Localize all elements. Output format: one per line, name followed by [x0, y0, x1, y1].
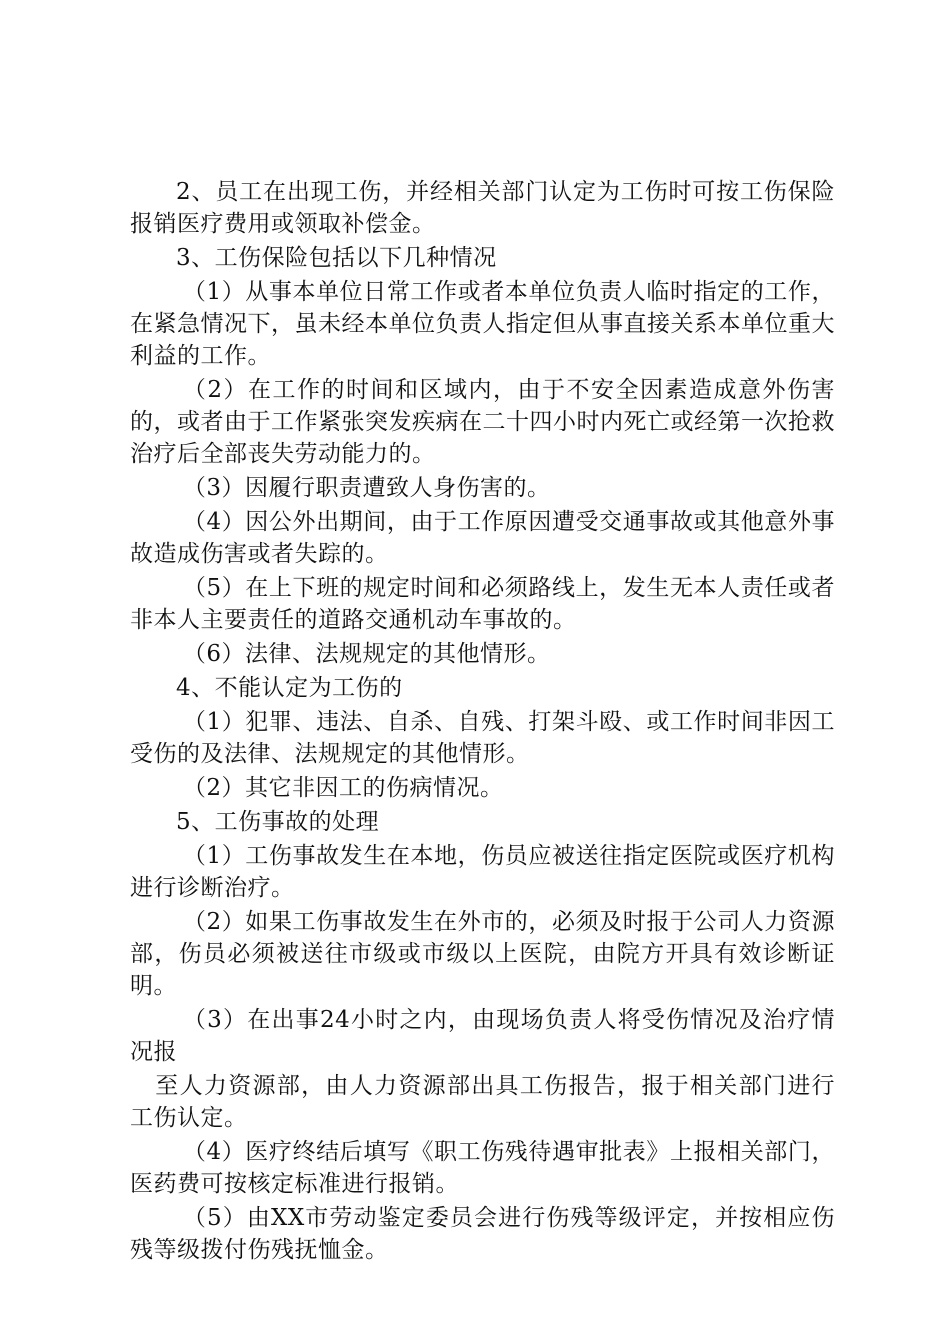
- document-body: [130, 176, 835, 1268]
- paragraph: （5）在上下班的规定时间和必须路线上，发生无本人责任或者非本人主要责任的道路交通机动车事故的。: [130, 575, 835, 633]
- paragraph: （4）医疗终结后填写《职工伤残待遇审批表》上报相关部门，医药费可按核定标准进行报销。: [130, 1139, 835, 1197]
- paragraph: （2）在工作的时间和区域内，由于不安全因素造成意外伤害的，或者由于工作紧张突发疾病在二十四小时内死亡或经第一次抢救治疗后全部丧失劳动能力的。: [130, 377, 835, 467]
- paragraph: （4）因公外出期间，由于工作原因遭受交通事故或其他意外事故造成伤害或者失踪的。: [130, 509, 835, 567]
- paragraph: （2）其它非因工的伤病情况。: [182, 775, 504, 801]
- section-heading: 4、不能认定为工伤的: [176, 675, 403, 701]
- paragraph: （2）如果工伤事故发生在外市的，必须及时报于公司人力资源部，伤员必须被送往市级或市级以上医院，由院方开具有效诊断证明。: [130, 909, 835, 999]
- paragraph: （5）由XX市劳动鉴定委员会进行伤残等级评定，并按相应伤残等级拨付伤残抚恤金。: [130, 1205, 835, 1263]
- paragraph: （3）因履行职责遭致人身伤害的。: [182, 475, 551, 501]
- paragraph: （1）工伤事故发生在本地，伤员应被送往指定医院或医疗机构进行诊断治疗。: [130, 843, 835, 901]
- paragraph: （1）犯罪、违法、自杀、自残、打架斗殴、或工作时间非因工受伤的及法律、法规规定的其他情形。: [130, 709, 835, 767]
- paragraph: （3）在出事24小时之内，由现场负责人将受伤情况及治疗情况报: [130, 1007, 835, 1065]
- section-heading: 3、工伤保险包括以下几种情况: [176, 245, 497, 271]
- paragraph: （6）法律、法规规定的其他情形。: [182, 641, 551, 667]
- paragraph: 2、员工在出现工伤，并经相关部门认定为工伤时可按工伤保险报销医疗费用或领取补偿金。: [130, 179, 835, 237]
- paragraph: 至人力资源部，由人力资源部出具工伤报告，报于相关部门进行工伤认定。: [130, 1073, 835, 1131]
- section-heading: 5、工伤事故的处理: [176, 809, 380, 835]
- paragraph: （1）从事本单位日常工作或者本单位负责人临时指定的工作，在紧急情况下，虽未经本单位负责人指定但从事直接关系本单位重大利益的工作。: [130, 279, 835, 369]
